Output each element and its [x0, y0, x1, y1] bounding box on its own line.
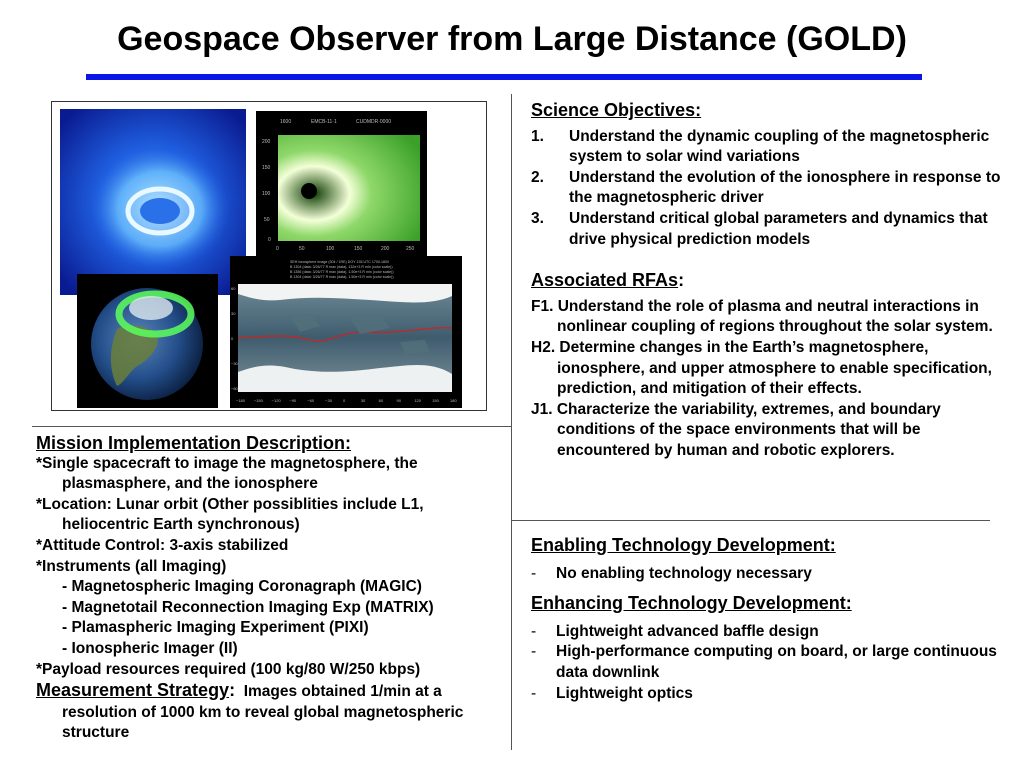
instrument-item: - Magnetotail Reconnection Imaging Exp (MATRIX)	[62, 598, 434, 616]
mission-payload-text: *Payload resources required (100 kg/80 W/250 kbps)	[36, 660, 421, 678]
map-x-tick-label: −90	[289, 398, 297, 403]
slide-title: Geospace Observer from Large Distance (GOLD)	[117, 20, 907, 58]
map-x-tick-label: 30	[360, 398, 366, 403]
enhancing-technology-item	[531, 642, 1001, 683]
enhancing-technology-text: Lightweight advanced baffle design	[556, 622, 819, 640]
map-header-line: B 1304 (data: 3/26/77 R max (data), 1.50e+3 R min (color scale))	[290, 275, 394, 279]
green-plot-xtick: 50	[299, 246, 305, 252]
right-horizontal-divider	[512, 520, 990, 521]
map-x-tick-label: −60	[307, 398, 315, 403]
title-underline-rule	[86, 74, 922, 80]
dash-bullet: -	[531, 622, 537, 640]
left-horizontal-divider	[32, 426, 512, 427]
measurement-strategy-text: Images obtained 1/min at a resolution of 1000 km to reveal global magnetospheric structure	[62, 683, 468, 742]
green-plot-xtick: 150	[354, 246, 363, 252]
measurement-strategy-colon: :	[229, 680, 236, 701]
rfa-item: F1. Understand the role of plasma and neutral interactions in nonlinear coupling of regions throughout the solar system.	[531, 297, 993, 336]
science-objective-text: Understand the evolution of the ionosphere in response to the magnetospheric driver	[569, 168, 1001, 207]
map-x-tick-label: 120	[414, 398, 422, 403]
technology-development-panel	[531, 535, 1001, 704]
green-plot-xtick: 100	[326, 246, 335, 252]
measurement-strategy	[36, 680, 506, 744]
mission-implementation-heading: Mission Implementation Description:	[36, 433, 352, 453]
green-plot-header-3: CUDMDR·0000	[356, 119, 392, 125]
science-objective-number: 3.	[531, 209, 544, 227]
science-objective-text: Understand critical global parameters and dynamics that drive physical prediction models	[569, 209, 988, 248]
science-objective-number: 1.	[531, 127, 544, 145]
map-x-tick-label: 150	[432, 398, 439, 403]
dash-bullet: -	[531, 643, 537, 661]
green-plot-ytick: 0	[268, 237, 271, 243]
magnetosphere-image	[60, 109, 246, 295]
associated-rfas-colon: :	[678, 270, 685, 291]
mission-instruments-label: *Instruments (all Imaging)	[36, 557, 227, 575]
science-objective-item	[531, 127, 1011, 168]
science-objective-item	[531, 168, 1011, 209]
map-x-tick-label: −180	[236, 398, 246, 403]
green-plot-xtick: 200	[381, 246, 390, 252]
green-plot-ytick: 150	[262, 165, 271, 171]
green-plot-ytick: 200	[262, 139, 271, 145]
mission-implementation-panel	[36, 433, 506, 744]
map-x-tick-label: 90	[396, 398, 401, 403]
vertical-divider	[511, 94, 512, 750]
instrument-item: - Ionospheric Imager (II)	[62, 639, 238, 657]
map-x-tick-label: −30	[325, 398, 332, 403]
map-header-line: B 1304 (data: 3/26/77 R max (data), 132e+3 R min (color scale))	[290, 265, 393, 269]
associated-rfas-heading-text: Associated RFAs	[531, 270, 679, 291]
rfa-item: J1. Characterize the variability, extremes, and boundary conditions of the space environments that will be encountered by human and robotic explorers.	[531, 400, 941, 459]
green-plot-ytick: 100	[262, 191, 271, 197]
green-plot-header-2: EMCB-11·1	[311, 119, 337, 125]
dash-bullet: -	[531, 684, 537, 702]
instrument-item: - Plamaspheric Imaging Experiment (PIXI)	[62, 619, 369, 637]
green-plot-header-1: 1600	[280, 119, 292, 125]
science-objectives-heading: Science Objectives:	[531, 100, 702, 120]
enabling-technology-text: No enabling technology necessary	[556, 564, 812, 582]
science-and-rfa-panel	[531, 100, 1011, 462]
enhancing-technology-text: High-performance computing on board, or large continuous data downlink	[556, 643, 997, 681]
map-x-tick-label: −120	[271, 398, 281, 403]
science-objective-item	[531, 209, 1011, 250]
ionosphere-map-image	[230, 256, 462, 408]
science-objective-number: 2.	[531, 168, 544, 186]
enhancing-technology-item	[531, 684, 1001, 705]
mission-spacecraft-text: *Single spacecraft to image the magnetosphere, the plasmasphere, and the ionosphere	[36, 454, 418, 493]
map-y-tick-label: −60	[231, 386, 238, 391]
green-plot-xtick: 0	[276, 246, 279, 252]
plasmasphere-green-plot	[256, 111, 427, 257]
map-y-tick-label: 60	[231, 286, 236, 291]
map-x-tick-label: 180	[450, 398, 457, 403]
map-y-tick-label: 0	[231, 336, 234, 341]
enabling-technology-heading: Enabling Technology Development:	[531, 535, 836, 555]
map-header-line: SEH Ionosphere Image (304 / 1RE) DOY 135 UTC 1700-1800	[290, 260, 390, 264]
instrument-item: - Magnetospheric Imaging Coronagraph (MAGIC)	[62, 578, 422, 596]
map-x-tick-label: −150	[253, 398, 263, 403]
associated-rfas-heading	[531, 270, 1011, 291]
enhancing-technology-item	[531, 622, 1001, 643]
map-y-tick-label: −30	[231, 361, 238, 366]
mission-location-text: *Location: Lunar orbit (Other possiblities include L1, heliocentric Earth synchronous)	[36, 495, 424, 534]
map-y-tick-label: 30	[231, 311, 236, 316]
map-header-line: B 1356 (data: 3/26/77 R max (data), 1.50e+3 R min (color scale))	[290, 270, 394, 274]
science-objective-text: Understand the dynamic coupling of the magnetospheric system to solar wind variations	[569, 127, 990, 166]
enhancing-technology-heading: Enhancing Technology Development:	[531, 593, 852, 614]
enabling-technology-item	[531, 564, 1001, 585]
dash-bullet: -	[531, 564, 537, 582]
green-plot-xtick: 250	[406, 246, 415, 252]
measurement-strategy-label: Measurement Strategy	[36, 680, 230, 701]
map-x-tick-label: 0	[343, 398, 346, 403]
enhancing-technology-text: Lightweight optics	[556, 684, 693, 702]
green-plot-ytick: 50	[264, 217, 270, 223]
mission-attitude-text: *Attitude Control: 3-axis stabilized	[36, 536, 289, 554]
map-x-tick-label: 60	[378, 398, 384, 403]
rfa-item: H2. Determine changes in the Earth’s magnetosphere, ionosphere, and upper atmosphere to enable specification, prediction, and mitigation of their effects.	[531, 338, 992, 398]
earth-aurora-image	[77, 274, 218, 408]
